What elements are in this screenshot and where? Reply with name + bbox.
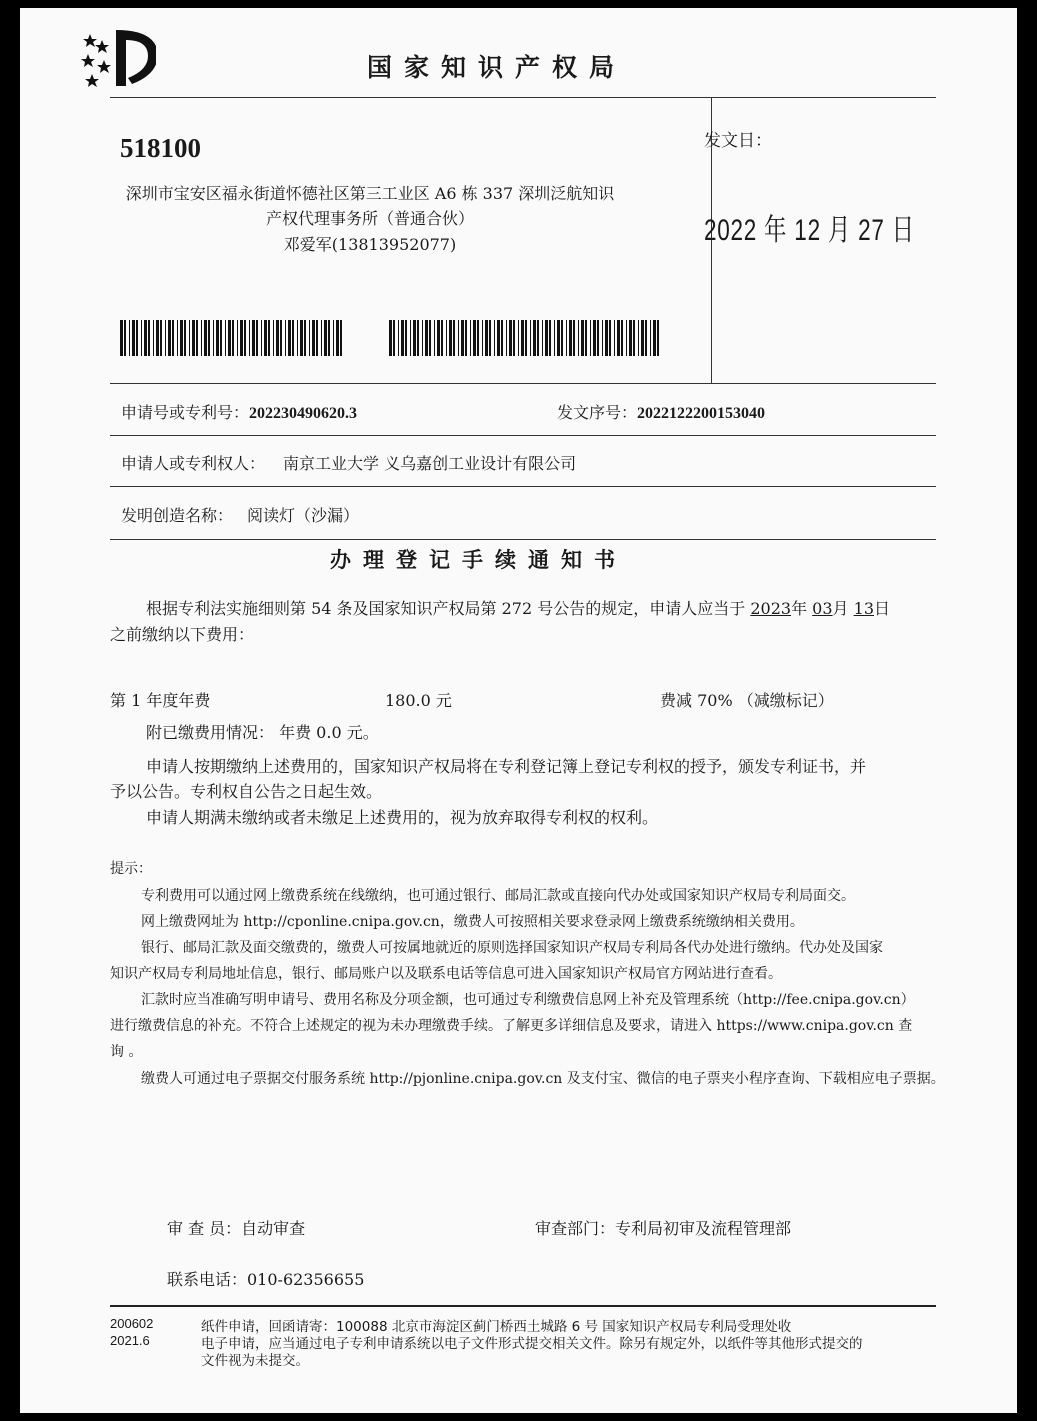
address-line-1: 深圳市宝安区福永街道怀德社区第三工业区 A6 栋 337 深圳泛航知识 xyxy=(125,184,615,203)
notice-paragraph-1b: 之前缴纳以下费用： xyxy=(110,625,255,644)
notice-title: 办理登记手续通知书 xyxy=(330,548,627,572)
day-unit: 日 xyxy=(874,599,891,618)
year-unit: 年 xyxy=(791,599,808,618)
tip-1: 专利费用可以通过网上缴费系统在线缴纳，也可通过银行、邮局汇款或直接向代办处或国家知识产权局专利局面交。 xyxy=(141,888,855,904)
serial-number xyxy=(557,400,765,423)
postcode: 518100 xyxy=(120,133,201,163)
application-number xyxy=(121,400,357,423)
serial-number-value: 2022122200153040 xyxy=(637,405,766,422)
rule xyxy=(110,435,936,436)
notice-paragraph-1 xyxy=(146,596,890,619)
footer-line-2: 电子申请，应当通过电子专利申请系统以电子文件形式提交相关文件。除另有规定外，以纸件等其他形式提交的 xyxy=(201,1336,863,1352)
invention-title-value: 阅读灯（沙漏） xyxy=(247,506,360,525)
serial-number-label: 发文序号： xyxy=(557,403,638,422)
footer-line-1: 纸件申请，回函请寄：100088 北京市海淀区蓟门桥西土城路 6 号 国家知识产权局专利局受理处收 xyxy=(201,1319,792,1335)
fee-amount: 180.0 元 xyxy=(385,691,452,710)
barcode-1 xyxy=(120,320,342,356)
month-unit: 月 xyxy=(832,599,849,618)
tip-3a: 银行、邮局汇款及面交缴费的，缴费人可按属地就近的原则选择国家知识产权局专利局各代办处进行缴纳。代办处及国家 xyxy=(141,940,883,956)
fee-item: 第 1 年度年费 xyxy=(110,691,211,710)
application-number-label: 申请号或专利号： xyxy=(121,403,250,422)
office-name: 国家知识产权局 xyxy=(367,53,627,82)
application-number-value: 202230490620.3 xyxy=(249,405,358,422)
cnipa-logo-icon xyxy=(76,26,156,90)
form-version: 2021.6 xyxy=(110,1333,150,1348)
form-code: 200602 xyxy=(110,1316,154,1331)
department: 审查部门：专利局初审及流程管理部 xyxy=(535,1219,792,1238)
examiner: 审 查 员：自动审查 xyxy=(167,1219,306,1238)
invention-title-label: 发明创造名称： xyxy=(121,506,234,525)
tip-4b: 进行缴费信息的补充。不符合上述规定的视为未办理缴费手续。了解更多详细信息及要求，请进入 https://www.cnipa.gov.cn 查 xyxy=(110,1018,913,1034)
footer-line-3: 文件视为未提交。 xyxy=(201,1353,309,1369)
tip-4a: 汇款时应当准确写明申请号、费用名称及分项金额，也可通过专利缴费信息网上补充及管理系统（http://fee.cnipa.gov.cn） xyxy=(141,992,915,1008)
applicant xyxy=(121,451,576,474)
contact-phone: 联系电话：010-62356655 xyxy=(167,1270,365,1289)
tip-5: 缴费人可通过电子票据交付服务系统 http://pjonline.cnipa.gov.cn 及支付宝、微信的电子票夹小程序查询、下载相应电子票据。 xyxy=(141,1071,945,1087)
deadline-year: 2023 xyxy=(750,599,792,618)
notice-paragraph-3: 申请人期满未缴纳或者未缴足上述费用的，视为放弃取得专利权的权利。 xyxy=(146,808,659,827)
applicant-value: 南京工业大学 义乌嘉创工业设计有限公司 xyxy=(283,454,577,473)
notice-paragraph-2b: 予以公告。专利权自公告之日起生效。 xyxy=(110,782,383,801)
invention-title xyxy=(121,503,359,526)
tips-heading: 提示： xyxy=(110,861,152,877)
rule xyxy=(110,539,936,540)
tip-3b: 知识产权局专利局地址信息，银行、邮局账户以及联系电话等信息可进入国家知识产权局官方网站进行查看。 xyxy=(110,966,782,982)
tip-4c: 询 。 xyxy=(110,1044,143,1060)
fee-reduction: 费减 70% （减缴标记） xyxy=(660,691,834,710)
p1-text: 根据专利法实施细则第 54 条及国家知识产权局第 272 号公告的规定，申请人应当于 xyxy=(146,599,746,618)
footer-rule xyxy=(110,1305,936,1307)
issue-date-label: 发文日： xyxy=(704,131,772,151)
rule xyxy=(110,383,936,384)
issue-date: 2022 年 12 月 27 日 xyxy=(704,214,915,247)
applicant-label: 申请人或专利权人： xyxy=(121,454,266,473)
tip-2: 网上缴费网址为 http://cponline.cnipa.gov.cn，缴费人可按照相关要求登录网上缴费系统缴纳相关费用。 xyxy=(141,914,804,930)
deadline-month: 03 xyxy=(812,599,833,618)
barcode-2 xyxy=(389,320,659,356)
address-line-2: 产权代理事务所（普通合伙） xyxy=(265,209,474,228)
paid-fees: 附已缴费用情况： 年费 0.0 元。 xyxy=(146,723,379,742)
recipient-contact: 邓爱军(13813952077) xyxy=(283,235,457,254)
header-rule xyxy=(110,97,936,98)
notice-paragraph-2: 申请人按期缴纳上述费用的，国家知识产权局将在专利登记簿上登记专利权的授予，颁发专利证书，并 xyxy=(146,757,867,776)
rule xyxy=(110,486,936,487)
deadline-day: 13 xyxy=(853,599,874,618)
